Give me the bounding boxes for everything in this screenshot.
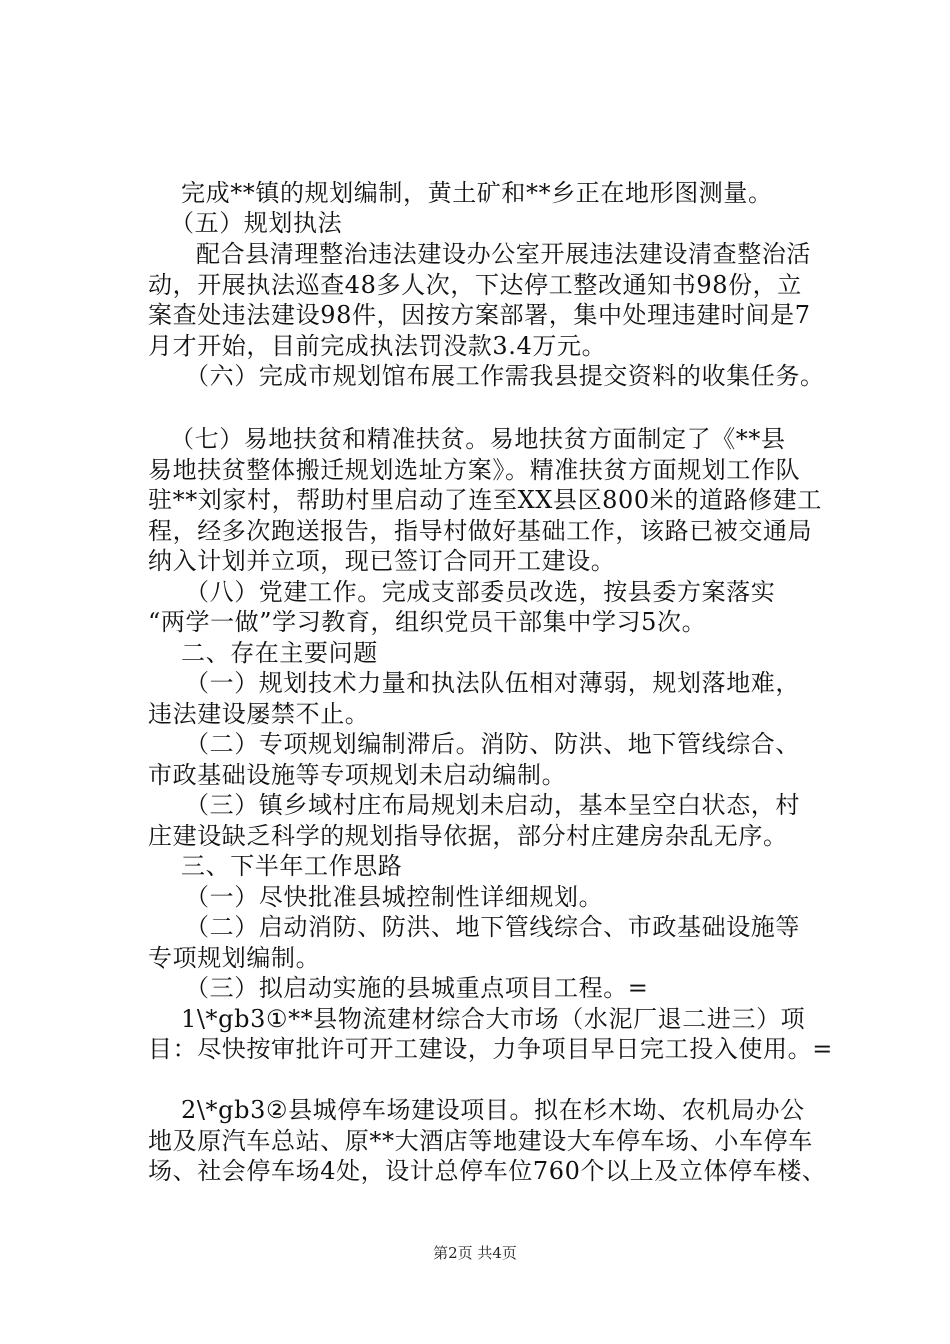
page-footer: 第2页 共4页	[433, 1244, 517, 1262]
text-line: 2\*gb3②县城停车场建设项目。拟在杉木坳、农机局办公	[181, 1096, 805, 1124]
section-heading: （三）拟启动实施的县城重点项目工程。=	[185, 974, 649, 1002]
section-heading: （三）镇乡域村庄布局规划未启动，基本呈空白状态，村	[185, 791, 800, 819]
section-heading: （一）规划技术力量和执法队伍相对薄弱，规划落地难，	[185, 669, 800, 697]
text-line: 庄建设缺乏科学的规划指导依据，部分村庄建房杂乱无序。	[148, 822, 788, 850]
section-heading: 三、下半年工作思路	[181, 852, 403, 880]
section-heading: （六）完成市规划馆布展工作需我县提交资料的收集任务。	[185, 362, 825, 390]
section-heading: （一）尽快批准县城控制性详细规划。	[185, 883, 604, 911]
text-line: 易地扶贫整体搬迁规划选址方案》。精准扶贫方面规划工作队	[148, 456, 801, 484]
section-heading: 二、存在主要问题	[181, 639, 378, 667]
text-line: 目：尽快按审批许可开工建设，力争项目早日完工投入使用。=	[148, 1035, 833, 1063]
text-line: 案查处违法建设98件，因按方案部署，集中处理违建时间是7	[148, 301, 811, 329]
text-line: 违法建设屡禁不止。	[148, 700, 370, 728]
section-heading: （七）易地扶贫和精准扶贫。易地扶贫方面制定了《**县	[170, 425, 786, 453]
section-heading: （八）党建工作。完成支部委员改选，按县委方案落实	[185, 578, 776, 606]
section-heading: （五）规划执法	[170, 209, 343, 237]
text-line: 完成**镇的规划编制，黄土矿和**乡正在地形图测量。	[181, 179, 773, 207]
text-line: 1\*gb3①**县物流建材综合大市场（水泥厂退二进三）项	[181, 1005, 806, 1033]
section-heading: （二）专项规划编制滞后。消防、防洪、地下管线综合、	[185, 730, 800, 758]
text-line: 专项规划编制。	[148, 944, 321, 972]
text-line: 纳入计划并立项，现已签订合同开工建设。	[148, 547, 616, 575]
text-line: 程，经多次跑送报告，指导村做好基础工作，该路已被交通局	[148, 517, 813, 545]
text-line: 场、社会停车场4处，设计总停车位760个以上及立体停车楼、	[148, 1157, 827, 1185]
text-line: “两学一做”学习教育，组织党员干部集中学习5次。	[148, 608, 707, 636]
section-heading: （二）启动消防、防洪、地下管线综合、市政基础设施等	[185, 913, 800, 941]
text-line: 配合县清理整治违法建设办公室开展违法建设清查整治活	[196, 240, 811, 268]
text-line: 市政基础设施等专项规划未启动编制。	[148, 761, 567, 789]
text-line: 地及原汽车总站、原**大酒店等地建设大车停车场、小车停车	[148, 1127, 813, 1155]
text-line: 月才开始，目前完成执法罚没款3.4万元。	[148, 332, 607, 360]
text-line: 驻**刘家村，帮助村里启动了连至XX县区800米的道路修建工	[148, 486, 822, 514]
text-line: 动，开展执法巡查48多人次，下达停工整改通知书98份，立	[148, 271, 802, 299]
